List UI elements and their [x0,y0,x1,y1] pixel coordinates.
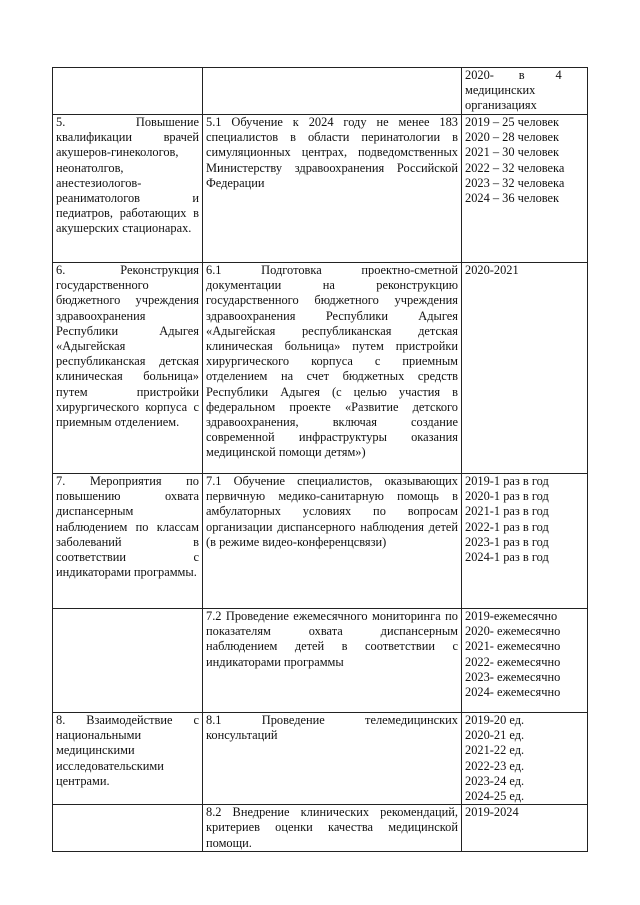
period-cell [462,474,588,609]
period-line: 2019-20 ед. [465,713,525,727]
period-line: 2022- ежемесячно [465,654,561,669]
period-line: 2020- в 4 [465,68,562,82]
period-line: 2021- ежемесячно [465,639,561,654]
measure-cell: 8. Взаимодействие с национальными медицинскими исследовательскими центрами. [53,713,203,805]
period-line: 2020- ежемесячно [465,624,561,639]
action-cell: 6.1 Подготовка проектно-сметной документации на реконструкцию государственного бюджетного учреждения здравоохранения Республики Адыгея «Адыгейская республиканская детская клиническая больница» путем пристройки хирургического корпуса с приемным отделением на счет бюджетных средств Республики Адыгея (с целью участия в федеральном проекте «Развитие детского здравоохранения, включая создание современной инфраструктуры оказания медицинской помощи детям») [203,263,462,474]
table-row [53,713,588,805]
period-line: 2023-24 ед. [465,773,525,788]
period-line: 2023- ежемесячно [465,669,561,684]
period-line: 2020-1 раз в год [465,489,549,504]
period-line: организациях [465,98,537,113]
period-line: 2024-25 ед. [465,789,525,804]
measure-cell [53,68,203,115]
action-cell: 8.1 Проведение телемедицинских консультаций [203,713,462,805]
period-line: 2021 – 30 человек [465,145,560,160]
period-line: 2022 – 32 человека [465,160,565,175]
period-cell [462,609,588,713]
table-row [53,68,588,115]
period-line: 2019-ежемесячно [465,609,558,623]
period-line: 2020-2021 [465,263,519,277]
period-line: 2022-23 ед. [465,758,525,773]
table-row [53,805,588,852]
period-line: 2023-1 раз в год [465,534,549,549]
measure-cell: 5. Повышение квалификации врачей акушеров-гинекологов, неонатолгов, анестезиологов-реаниматологов и педиатров, работающих в акушерских стационарах. [53,115,203,263]
measures-table [52,67,588,852]
period-cell [462,713,588,805]
period-cell [462,115,588,263]
table-row [53,263,588,474]
period-line: медицинских [465,83,536,98]
measure-cell [53,805,203,852]
period-line: 2019 – 25 человек [465,115,560,129]
action-cell: 8.2 Внедрение клинических рекомендаций, критериев оценки качества медицинской помощи. [203,805,462,852]
action-cell: 7.1 Обучение специалистов, оказывающих первичную медико-санитарную помощь в амбулаторных условиях по вопросам организации диспансерного наблюдения детей (в режиме видео-конференцсвязи) [203,474,462,609]
table-row [53,474,588,609]
period-line: 2024 – 36 человек [465,191,560,206]
period-line: 2024-1 раз в год [465,550,549,565]
action-cell: 7.2 Проведение ежемесячного мониторинга по показателям охвата диспансерным наблюдением детей в соответствии с индикаторами программы [203,609,462,713]
measure-cell: 6. Реконструкция государственного бюджетного учреждения здравоохранения Республики Адыгея «Адыгейская республиканская детская клиническая больница» путем пристройки хирургического корпуса с приемным отделением. [53,263,203,474]
period-cell [462,263,588,474]
period-cell [462,68,588,115]
period-line: 2023 – 32 человека [465,175,565,190]
action-cell [203,68,462,115]
measure-cell [53,609,203,713]
period-line: 2020-21 ед. [465,728,525,743]
period-cell [462,805,588,852]
action-cell: 5.1 Обучение к 2024 году не менее 183 специалистов в области перинатологии в симуляционных центрах, подведомственных Министерству здравоохранения Российской Федерации [203,115,462,263]
table-row [53,115,588,263]
period-line: 2019-1 раз в год [465,474,549,488]
measure-cell: 7. Мероприятия по повышению охвата диспансерным наблюдением по классам заболеваний в соответствии с индикаторами программы. [53,474,203,609]
table-row [53,609,588,713]
period-line: 2024- ежемесячно [465,685,561,700]
period-line: 2019-2024 [465,805,519,820]
period-line: 2020 – 28 человек [465,130,560,145]
period-line: 2021-22 ед. [465,743,525,758]
period-line: 2022-1 раз в год [465,519,549,534]
period-line: 2021-1 раз в год [465,504,549,519]
